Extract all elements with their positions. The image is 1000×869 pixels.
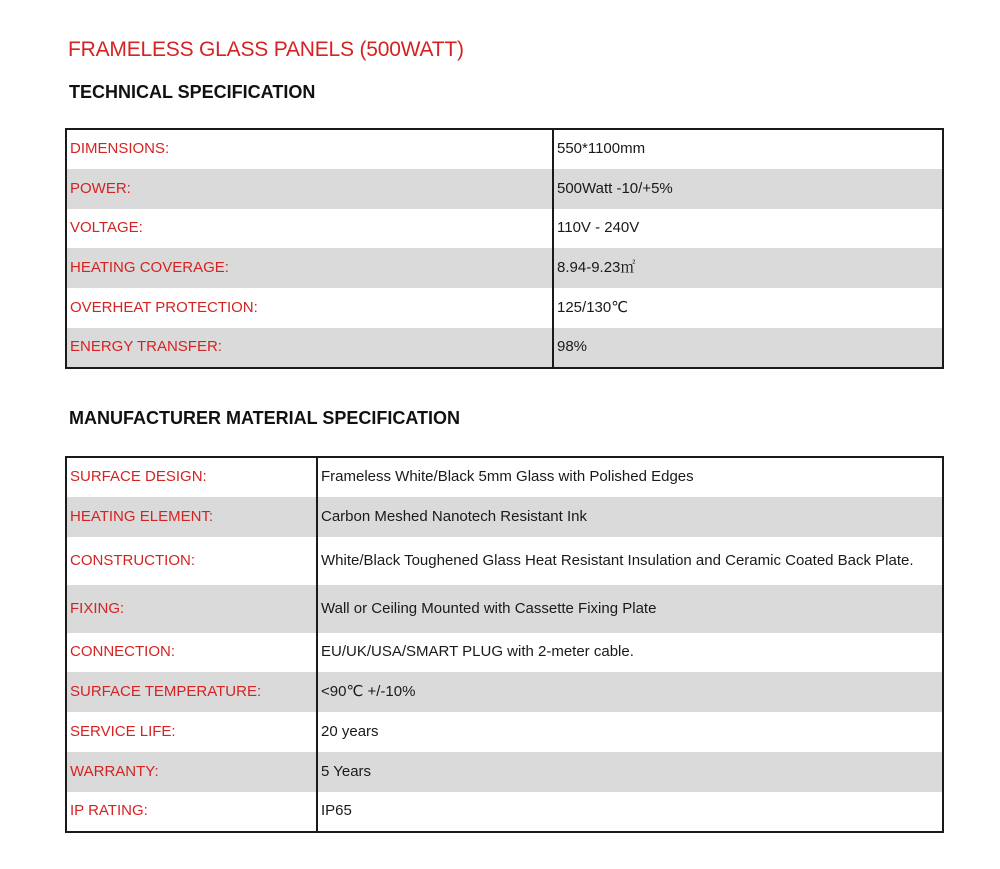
spec-value-construction: White/Black Toughened Glass Heat Resistant Insulation and Ceramic Coated Back Plate. — [321, 551, 914, 569]
spec-label-power: POWER: — [66, 169, 553, 209]
table-row — [66, 537, 943, 585]
spec-value-warranty: 5 Years — [317, 752, 943, 792]
spec-value-voltage: 110V - 240V — [557, 219, 640, 237]
spec-value-dimensions: 550*1100mm — [557, 140, 646, 158]
table-row — [66, 457, 943, 497]
spec-label-overheat-protection: OVERHEAT PROTECTION: — [66, 288, 553, 328]
spec-label-construction: CONSTRUCTION: — [66, 537, 317, 585]
spec-value-ip-rating: IP65 — [321, 802, 352, 820]
spec-value-overheat-protection: 125/130℃ — [557, 299, 629, 317]
table-row — [66, 248, 943, 288]
spec-value-energy-transfer: 98% — [553, 328, 943, 368]
table-row — [66, 169, 943, 209]
material-spec-heading: MANUFACTURER MATERIAL SPECIFICATION — [69, 408, 460, 428]
spec-label-fixing: FIXING: — [66, 585, 317, 633]
spec-label-ip-rating: IP RATING: — [66, 792, 317, 832]
table-row — [66, 497, 943, 537]
technical-spec-heading: TECHNICAL SPECIFICATION — [69, 82, 316, 102]
table-row — [66, 633, 943, 673]
spec-label-dimensions: DIMENSIONS: — [66, 129, 553, 169]
spec-value-heating-coverage: 8.94-9.23㎡ — [553, 248, 943, 288]
spec-label-heating-coverage: HEATING COVERAGE: — [66, 248, 553, 288]
table-row — [66, 129, 943, 169]
table-row — [66, 328, 943, 368]
spec-label-heating-element: HEATING ELEMENT: — [66, 497, 317, 537]
spec-value-connection: EU/UK/USA/SMART PLUG with 2-meter cable. — [321, 643, 634, 661]
spec-label-connection: CONNECTION: — [66, 633, 317, 673]
table-row — [66, 712, 943, 752]
page-title: FRAMELESS GLASS PANELS (500WATT) — [68, 38, 464, 61]
spec-label-surface-design: SURFACE DESIGN: — [66, 457, 317, 497]
table-row — [66, 209, 943, 249]
table-row — [66, 585, 943, 633]
spec-label-warranty: WARRANTY: — [66, 752, 317, 792]
spec-value-surface-temperature: <90℃ +/-10% — [317, 672, 943, 712]
table-row — [66, 752, 943, 792]
table-row — [66, 288, 943, 328]
table-row — [66, 672, 943, 712]
spec-value-power: 500Watt -10/+5% — [553, 169, 943, 209]
spec-value-fixing: Wall or Ceiling Mounted with Cassette Fixing Plate — [317, 585, 943, 633]
spec-value-service-life: 20 years — [321, 723, 379, 741]
technical-spec-table — [65, 128, 944, 369]
spec-label-voltage: VOLTAGE: — [66, 209, 553, 249]
spec-value-heating-element: Carbon Meshed Nanotech Resistant Ink — [317, 497, 943, 537]
spec-label-energy-transfer: ENERGY TRANSFER: — [66, 328, 553, 368]
spec-label-surface-temperature: SURFACE TEMPERATURE: — [66, 672, 317, 712]
spec-label-service-life: SERVICE LIFE: — [66, 712, 317, 752]
table-row — [66, 792, 943, 832]
spec-value-surface-design: Frameless White/Black 5mm Glass with Polished Edges — [321, 468, 694, 486]
material-spec-table — [65, 456, 944, 833]
